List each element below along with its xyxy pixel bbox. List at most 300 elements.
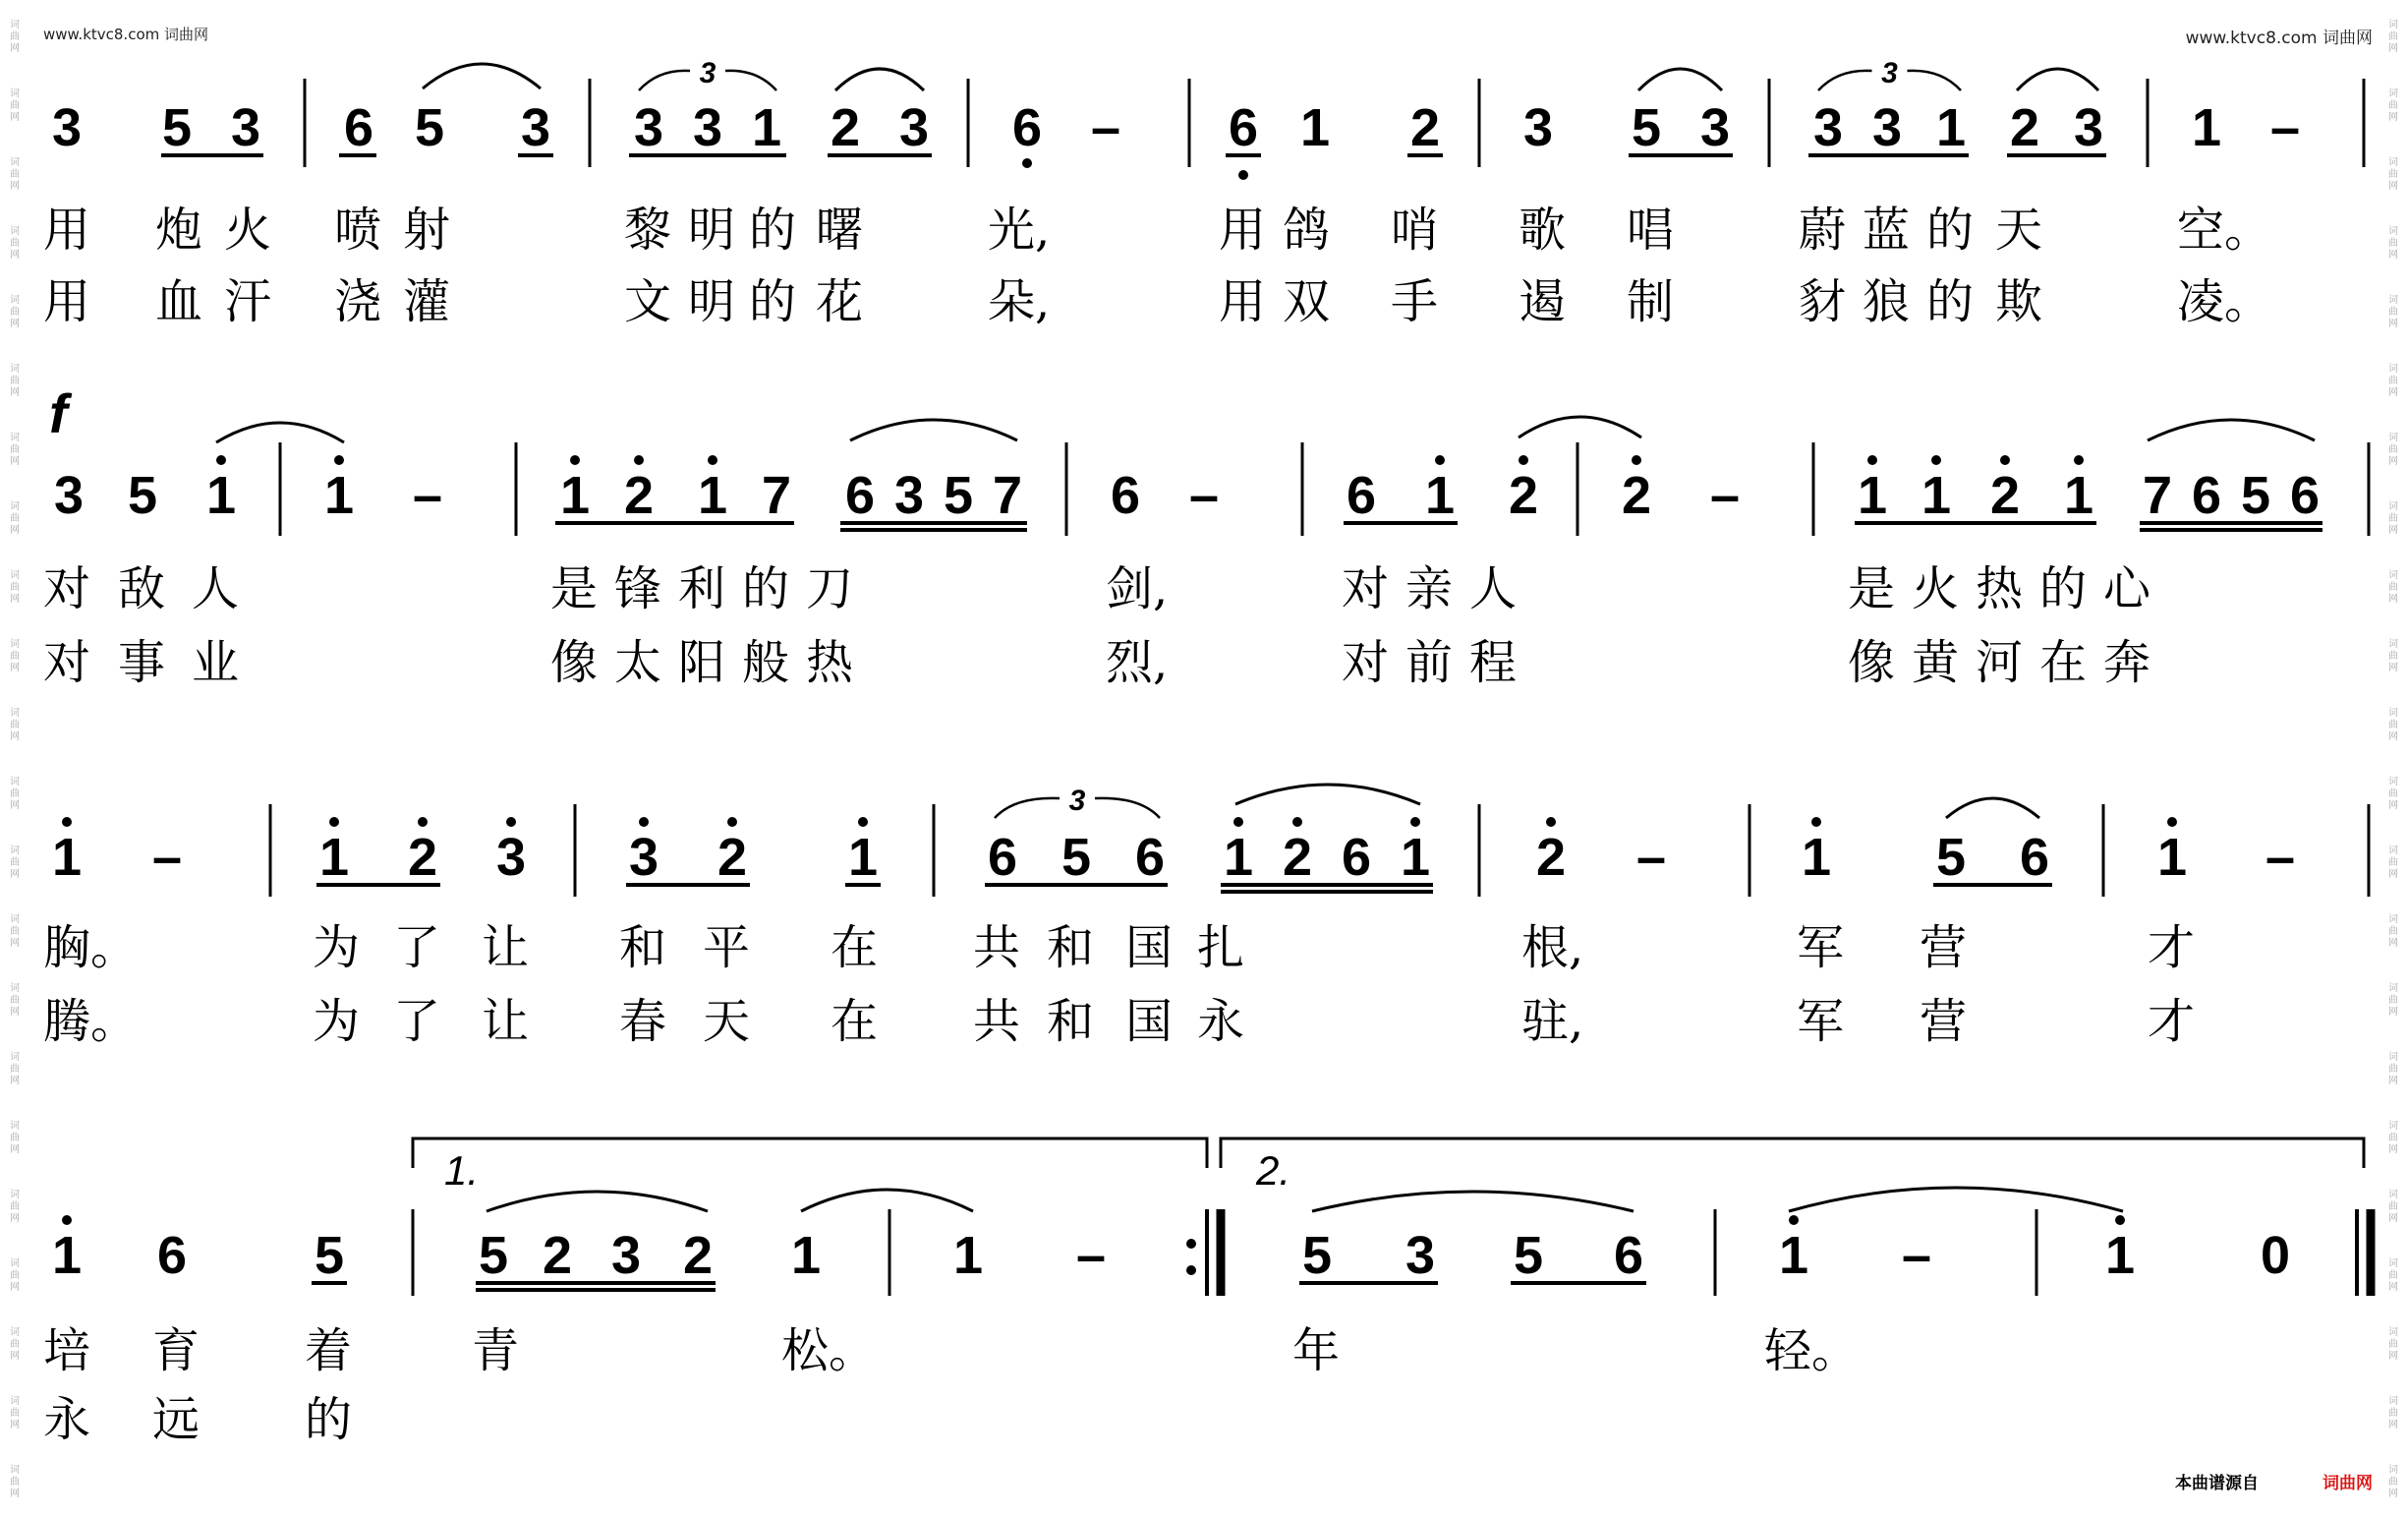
note-digit: 6 (343, 98, 374, 157)
side-watermark-glyph: 词 曲 网 (10, 295, 20, 329)
octave-high-dot (506, 817, 516, 827)
octave-high-dot (2000, 455, 2010, 465)
note-digit: 2 (1621, 466, 1652, 525)
dash-sustain: – (1901, 1226, 1932, 1285)
octave-high-dot (1632, 455, 1641, 465)
lyric-syllable: 才 (2148, 994, 2196, 1049)
side-watermark-glyph: 词 曲 网 (10, 226, 20, 261)
slur-tie (423, 64, 541, 88)
note-digit: 1 (2156, 828, 2188, 887)
lyric-syllable: 射 (403, 203, 451, 258)
octave-high-dot (570, 455, 580, 465)
slur-tie (801, 1190, 973, 1211)
note-digit: 7 (761, 466, 792, 525)
lyric-syllable: 火 (224, 203, 272, 258)
note-digit: 5 (2240, 466, 2271, 525)
side-watermark-glyph: 词 曲 网 (2388, 1258, 2398, 1293)
note-digit: 1 (1935, 98, 1967, 157)
side-watermark-glyph: 词 曲 网 (10, 570, 20, 605)
lyric-syllable: 曙 (816, 203, 864, 258)
lyric-syllable: 根, (1521, 920, 1584, 975)
lyric-syllable: 是 (1848, 561, 1896, 616)
lyric-syllable: 的 (749, 274, 797, 329)
lyric-syllable: 的 (1926, 203, 1975, 258)
side-watermark-glyph: 词 曲 网 (2388, 914, 2398, 949)
tuplet-number: 3 (1881, 57, 1898, 89)
note-digit: 5 (1631, 98, 1662, 157)
octave-high-dot (1546, 817, 1556, 827)
note-digit: 2 (1989, 466, 2021, 525)
tuplet-bracket (1818, 71, 1872, 90)
side-watermark-glyph: 词 曲 网 (2388, 1190, 2398, 1224)
note-digit: 7 (992, 466, 1023, 525)
lyric-syllable: 营 (1920, 920, 1968, 975)
lyric-syllable: 奔 (2103, 635, 2151, 690)
lyric-syllable: 和 (619, 920, 667, 975)
octave-low-dot (1238, 170, 1248, 180)
octave-high-dot (1410, 817, 1420, 827)
lyric-syllable: 天 (703, 994, 751, 1049)
lyric-syllable: 亲 (1405, 561, 1454, 616)
lyric-syllable: 腾。 (43, 994, 139, 1049)
note-digit: 1 (1778, 1226, 1809, 1285)
note-digit: 3 (495, 828, 527, 887)
dash-sustain: – (1090, 98, 1121, 157)
lyric-syllable: 汗 (224, 274, 272, 329)
note-digit: 3 (53, 466, 85, 525)
lyric-syllable: 用 (43, 274, 91, 329)
note-digit: 1 (323, 466, 355, 525)
lyric-syllable: 黎 (624, 203, 672, 258)
slur-tie (835, 69, 924, 90)
note-digit: 2 (1535, 828, 1567, 887)
lyric-syllable: 着 (305, 1323, 353, 1378)
lyric-syllable: 剑, (1106, 561, 1169, 616)
lyric-syllable: 才 (2148, 920, 2196, 975)
slur-tie (487, 1192, 708, 1211)
octave-high-dot (639, 817, 649, 827)
lyric-syllable: 热 (806, 635, 854, 690)
tuplet-bracket (639, 71, 690, 90)
volta-bracket-first (413, 1138, 1207, 1168)
lyric-syllable: 狼 (1863, 274, 1911, 329)
lyric-syllable: 对 (1342, 561, 1390, 616)
side-watermark-glyph: 词 曲 网 (2388, 20, 2398, 54)
lyric-syllable: 的 (2039, 561, 2088, 616)
note-digit: 3 (1699, 98, 1731, 157)
note-digit: 6 (1228, 98, 1259, 157)
dynamics-forte: f (49, 382, 68, 444)
tuplet-number: 3 (699, 57, 717, 89)
note-digit: 3 (628, 828, 659, 887)
side-watermark-glyph: 词 曲 网 (2388, 157, 2398, 192)
lyric-syllable: 的 (749, 203, 797, 258)
side-watermark-glyph: 词 曲 网 (2388, 364, 2398, 398)
lyric-syllable: 平 (703, 920, 751, 975)
note-digit: 1 (751, 98, 782, 157)
octave-high-dot (1811, 817, 1821, 827)
note-digit: 5 (478, 1226, 509, 1285)
lyric-syllable: 太 (614, 635, 662, 690)
note-digit: 6 (2019, 828, 2050, 887)
side-watermark-glyph: 词 曲 网 (10, 1396, 20, 1430)
note-digit: 1 (1223, 828, 1254, 887)
lyric-syllable: 凌。 (2177, 274, 2272, 329)
lyric-syllable: 河 (1976, 635, 2024, 690)
lyric-syllable: 豺 (1799, 274, 1847, 329)
tuplet-bracket (725, 71, 776, 90)
note-digit: 6 (156, 1226, 188, 1285)
note-digit: 2 (1282, 828, 1313, 887)
note-digit: 1 (1801, 828, 1832, 887)
side-watermark-glyph: 词 曲 网 (10, 639, 20, 673)
footer-logo: 词曲网 (2322, 1474, 2373, 1492)
note-digit: 1 (2063, 466, 2094, 525)
lyric-syllable: 国 (1125, 920, 1174, 975)
lyric-syllable: 国 (1125, 994, 1174, 1049)
side-watermark-glyph: 词 曲 网 (2388, 846, 2398, 880)
slur-tie (1235, 785, 1420, 804)
lyric-syllable: 浇 (334, 274, 382, 329)
lyric-syllable: 手 (1391, 274, 1439, 329)
note-digit: 5 (127, 466, 158, 525)
lyric-syllable: 锋 (614, 561, 662, 616)
lyric-syllable: 像 (1848, 635, 1896, 690)
dash-sustain: – (1709, 466, 1741, 525)
note-digit: 1 (847, 828, 879, 887)
slur-tie (1789, 1188, 2123, 1211)
lyric-syllable: 了 (393, 920, 441, 975)
note-digit: 5 (1935, 828, 1967, 887)
side-watermark-glyph: 词 曲 网 (2388, 226, 2398, 261)
side-watermark-glyph: 词 曲 网 (10, 846, 20, 880)
note-digit: 3 (520, 98, 551, 157)
slur-tie (2017, 69, 2098, 90)
lyric-syllable: 永 (43, 1392, 91, 1447)
octave-high-dot (2167, 817, 2177, 827)
note-digit: 6 (987, 828, 1018, 887)
lyric-syllable: 般 (742, 635, 790, 690)
lyric-syllable: 花 (816, 274, 864, 329)
octave-high-dot (727, 817, 737, 827)
octave-high-dot (1435, 455, 1445, 465)
note-digit: 6 (1613, 1226, 1644, 1285)
dash-sustain: – (151, 828, 183, 887)
slur-tie (2148, 420, 2315, 440)
slur-tie (850, 420, 1017, 440)
side-watermark-glyph: 词 曲 网 (2388, 1121, 2398, 1155)
lyric-syllable: 敌 (118, 561, 166, 616)
side-watermark-glyph: 词 曲 网 (2388, 983, 2398, 1018)
note-digit: 5 (161, 98, 193, 157)
lyric-syllable: 业 (192, 635, 240, 690)
lyric-syllable: 育 (152, 1323, 201, 1378)
lyric-syllable: 唱 (1627, 203, 1675, 258)
side-watermark-glyph: 词 曲 网 (2388, 570, 2398, 605)
note-digit: 2 (407, 828, 438, 887)
lyric-syllable: 蔚 (1799, 203, 1847, 258)
note-digit: 2 (830, 98, 861, 157)
lyric-syllable: 蓝 (1863, 203, 1911, 258)
lyric-syllable: 制 (1627, 274, 1675, 329)
side-watermark-glyph: 词 曲 网 (10, 433, 20, 467)
note-digit: 1 (559, 466, 591, 525)
lyric-syllable: 火 (1912, 561, 1960, 616)
note-digit: 1 (318, 828, 350, 887)
note-digit: 3 (1405, 1226, 1436, 1285)
lyric-syllable: 用 (1219, 274, 1267, 329)
side-watermark-glyph: 词 曲 网 (10, 1258, 20, 1293)
octave-high-dot (1519, 455, 1528, 465)
octave-high-dot (216, 455, 226, 465)
lyric-syllable: 哨 (1391, 203, 1439, 258)
tuplet-bracket (1095, 798, 1160, 818)
lyric-syllable: 松。 (781, 1323, 877, 1378)
lyric-syllable: 对 (43, 561, 91, 616)
note-digit: 2 (623, 466, 655, 525)
dash-sustain: – (1075, 1226, 1107, 1285)
lyric-syllable: 遏 (1519, 274, 1567, 329)
lyric-syllable: 热 (1976, 561, 2024, 616)
side-watermark-glyph: 词 曲 网 (2388, 501, 2398, 536)
lyric-syllable: 扎 (1197, 920, 1245, 975)
note-digit: 6 (844, 466, 876, 525)
tuplet-bracket (1908, 71, 1962, 90)
lyric-syllable: 用 (43, 203, 91, 258)
note-digit: 5 (414, 98, 445, 157)
lyric-syllable: 像 (550, 635, 599, 690)
octave-high-dot (334, 455, 344, 465)
volta-label-second: 2. (1256, 1147, 1291, 1194)
note-digit: 3 (610, 1226, 642, 1285)
lyric-syllable: 明 (688, 203, 736, 258)
lyric-syllable: 双 (1283, 274, 1331, 329)
note-digit: 2 (2009, 98, 2040, 157)
lyric-syllable: 刀 (806, 561, 854, 616)
lyric-syllable: 文 (624, 274, 672, 329)
octave-high-dot (1867, 455, 1877, 465)
repeat-dot (1186, 1265, 1196, 1275)
side-watermark-glyph: 词 曲 网 (10, 1465, 20, 1499)
side-watermark-glyph: 词 曲 网 (10, 20, 20, 54)
dash-sustain: – (2269, 98, 2301, 157)
lyric-syllable: 事 (118, 635, 166, 690)
note-digit: 2 (1508, 466, 1539, 525)
octave-high-dot (1789, 1215, 1799, 1225)
note-digit: 3 (230, 98, 261, 157)
note-digit: 5 (1061, 828, 1092, 887)
note-digit: 1 (51, 828, 83, 887)
note-digit: 2 (717, 828, 748, 887)
side-watermark-glyph: 词 曲 网 (2388, 1396, 2398, 1430)
lyric-syllable: 的 (1926, 274, 1975, 329)
note-digit: 3 (1871, 98, 1903, 157)
lyric-syllable: 烈, (1106, 635, 1169, 690)
lyric-syllable: 利 (678, 561, 726, 616)
lyric-syllable: 空。 (2177, 203, 2272, 258)
side-watermark-glyph: 词 曲 网 (10, 157, 20, 192)
tuplet-number: 3 (1068, 785, 1086, 817)
lyric-syllable: 光, (988, 203, 1051, 258)
note-digit: 1 (51, 1226, 83, 1285)
repeat-dot (1186, 1239, 1196, 1249)
tuplet-bracket (995, 798, 1060, 818)
note-digit: 6 (2289, 466, 2321, 525)
side-watermark-glyph: 词 曲 网 (10, 1327, 20, 1362)
lyric-syllable: 用 (1219, 203, 1267, 258)
note-digit: 6 (1110, 466, 1141, 525)
note-digit: 6 (1011, 98, 1043, 157)
lyric-syllable: 心 (2103, 561, 2151, 616)
lyric-syllable: 军 (1797, 994, 1845, 1049)
note-digit: 3 (51, 98, 83, 157)
side-watermark-glyph: 词 曲 网 (10, 1121, 20, 1155)
side-watermark-glyph: 词 曲 网 (2388, 1052, 2398, 1086)
dash-sustain: – (2265, 828, 2296, 887)
lyric-syllable: 在 (2039, 635, 2088, 690)
lyric-syllable: 朵, (988, 274, 1051, 329)
side-watermark-glyph: 词 曲 网 (2388, 295, 2398, 329)
lyric-syllable: 阳 (678, 635, 726, 690)
octave-low-dot (1022, 158, 1032, 168)
note-digit: 5 (1301, 1226, 1333, 1285)
octave-high-dot (62, 817, 72, 827)
side-watermark-glyph: 词 曲 网 (2388, 708, 2398, 742)
lyric-syllable: 胸。 (43, 920, 139, 975)
lyric-syllable: 让 (482, 994, 530, 1049)
slur-tie (1312, 1192, 1634, 1211)
lyric-syllable: 人 (1469, 561, 1518, 616)
note-digit: 1 (1299, 98, 1331, 157)
lyric-syllable: 远 (152, 1392, 201, 1447)
volta-bracket-second (1221, 1138, 2364, 1168)
side-watermark-glyph: 词 曲 网 (10, 501, 20, 536)
side-watermark-glyph: 词 曲 网 (10, 777, 20, 811)
watermark-top-right: www.ktvc8.com 词曲网 (2185, 29, 2373, 48)
side-watermark-glyph: 词 曲 网 (10, 1190, 20, 1224)
octave-high-dot (858, 817, 868, 827)
octave-high-dot (1233, 817, 1243, 827)
dash-sustain: – (1188, 466, 1220, 525)
note-digit: 3 (2073, 98, 2104, 157)
lyric-syllable: 在 (831, 920, 879, 975)
lyric-syllable: 血 (155, 274, 203, 329)
slur-tie (1946, 798, 2039, 818)
side-watermark-glyph: 词 曲 网 (10, 1052, 20, 1086)
lyric-syllable: 青 (472, 1323, 520, 1378)
octave-high-dot (634, 455, 644, 465)
lyric-syllable: 的 (305, 1392, 353, 1447)
note-digit: 1 (790, 1226, 822, 1285)
note-digit: 6 (1341, 828, 1372, 887)
dash-sustain: – (412, 466, 443, 525)
note-digit: 5 (943, 466, 974, 525)
lyric-syllable: 天 (1995, 203, 2043, 258)
note-digit: 3 (1522, 98, 1554, 157)
side-watermark-glyph: 词 曲 网 (2388, 777, 2398, 811)
octave-high-dot (329, 817, 339, 827)
note-digit: 1 (2191, 98, 2222, 157)
lyric-syllable: 为 (313, 994, 361, 1049)
side-watermark-glyph: 词 曲 网 (10, 708, 20, 742)
dash-sustain: – (1635, 828, 1667, 887)
note-digit: 1 (1400, 828, 1431, 887)
lyric-syllable: 军 (1797, 920, 1845, 975)
lyric-syllable: 让 (482, 920, 530, 975)
lyric-syllable: 营 (1920, 994, 1968, 1049)
side-watermark-glyph: 词 曲 网 (10, 364, 20, 398)
side-watermark-glyph: 词 曲 网 (2388, 639, 2398, 673)
octave-high-dot (2074, 455, 2084, 465)
lyric-syllable: 培 (43, 1323, 91, 1378)
note-digit: 1 (1921, 466, 1952, 525)
note-digit: 1 (205, 466, 237, 525)
note-digit: 1 (697, 466, 728, 525)
lyric-syllable: 对 (1342, 635, 1390, 690)
note-digit: 6 (2191, 466, 2222, 525)
lyric-syllable: 欺 (1995, 274, 2043, 329)
octave-high-dot (708, 455, 717, 465)
lyric-syllable: 和 (1047, 920, 1095, 975)
note-digit: 6 (1346, 466, 1377, 525)
note-digit: 2 (682, 1226, 714, 1285)
octave-high-dot (1292, 817, 1302, 827)
lyric-syllable: 共 (973, 920, 1021, 975)
note-digit: 5 (1513, 1226, 1544, 1285)
lyric-syllable: 灌 (403, 274, 451, 329)
lyric-syllable: 在 (831, 994, 879, 1049)
note-digit: 6 (1134, 828, 1166, 887)
lyric-syllable: 明 (688, 274, 736, 329)
lyric-syllable: 永 (1197, 994, 1245, 1049)
note-digit: 2 (542, 1226, 573, 1285)
lyric-syllable: 年 (1292, 1323, 1341, 1378)
slur-tie (1638, 69, 1722, 90)
volta-label-first: 1. (444, 1147, 480, 1194)
side-watermark-glyph: 词 曲 网 (2388, 1327, 2398, 1362)
lyric-syllable: 炮 (155, 203, 203, 258)
lyric-syllable: 轻。 (1764, 1323, 1860, 1378)
note-digit: 1 (2104, 1226, 2136, 1285)
octave-high-dot (1931, 455, 1941, 465)
note-digit: 3 (692, 98, 723, 157)
note-digit: 0 (2260, 1226, 2291, 1285)
lyric-syllable: 鸽 (1283, 203, 1331, 258)
lyric-syllable: 程 (1469, 635, 1518, 690)
note-digit: 7 (2142, 466, 2173, 525)
side-watermark-glyph: 词 曲 网 (2388, 1465, 2398, 1499)
slur-tie (216, 423, 344, 442)
note-digit: 1 (1424, 466, 1456, 525)
note-digit: 3 (1812, 98, 1844, 157)
octave-high-dot (418, 817, 428, 827)
lyric-syllable: 共 (973, 994, 1021, 1049)
slur-tie (1519, 417, 1641, 438)
watermark-top-left: www.ktvc8.com 词曲网 (43, 26, 209, 43)
lyric-syllable: 的 (742, 561, 790, 616)
note-digit: 3 (633, 98, 664, 157)
side-watermark-glyph: 词 曲 网 (2388, 433, 2398, 467)
lyric-syllable: 黄 (1912, 635, 1960, 690)
note-digit: 3 (893, 466, 925, 525)
side-watermark-glyph: 词 曲 网 (2388, 88, 2398, 123)
lyric-syllable: 是 (550, 561, 599, 616)
lyric-syllable: 对 (43, 635, 91, 690)
lyric-syllable: 了 (393, 994, 441, 1049)
lyric-syllable: 春 (619, 994, 667, 1049)
octave-high-dot (2115, 1215, 2125, 1225)
lyric-syllable: 前 (1405, 635, 1454, 690)
